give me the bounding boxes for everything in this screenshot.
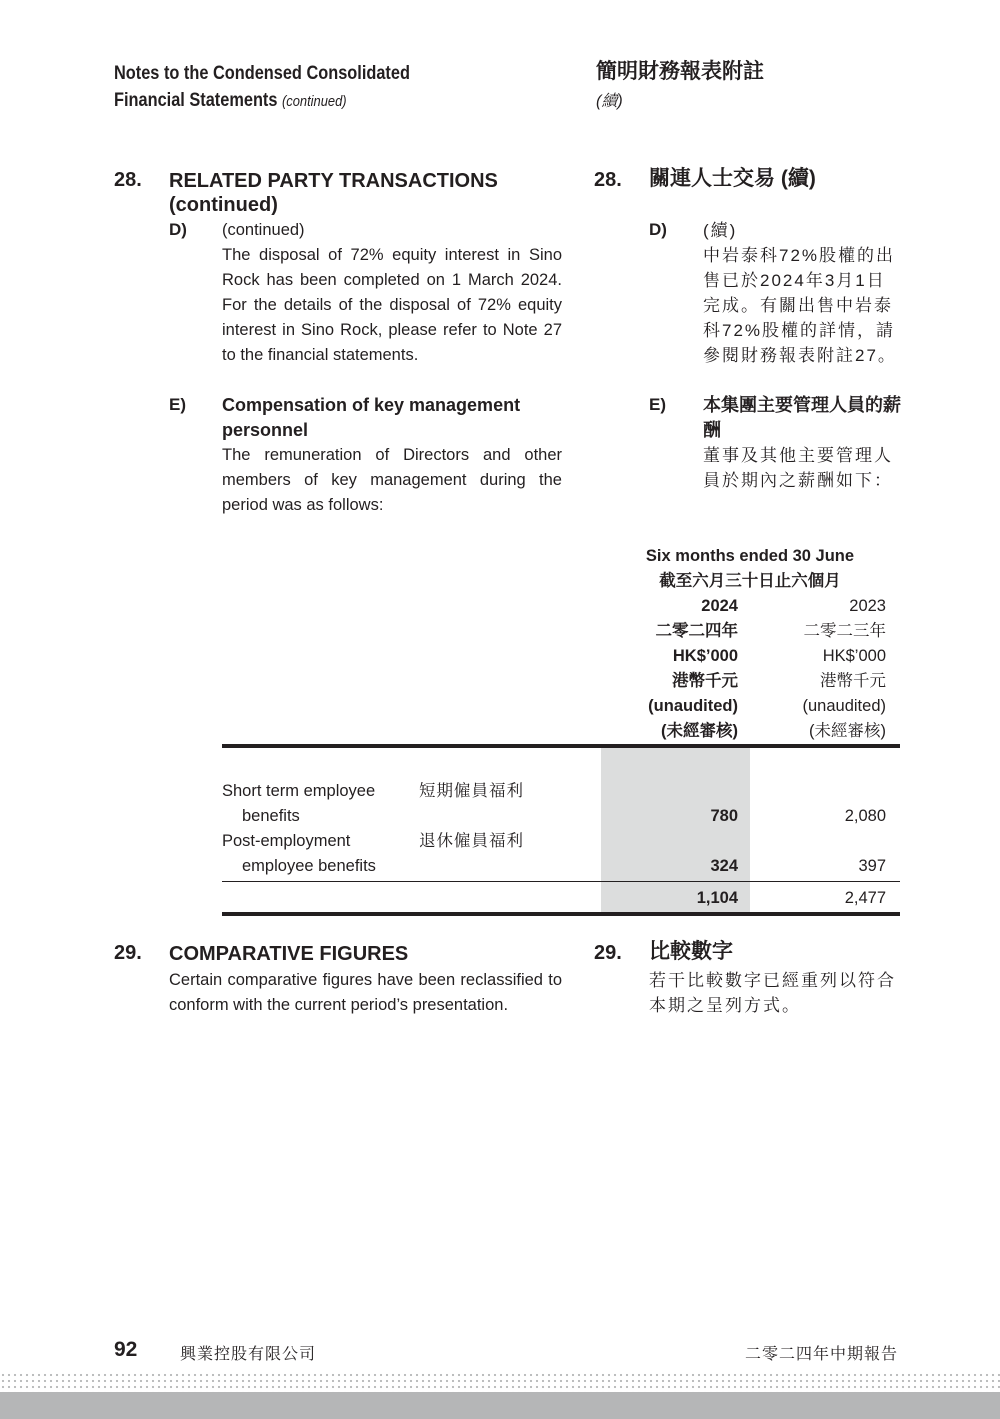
item-d-continued-zh: (續) (703, 221, 738, 240)
row-short-term-label-cont: benefits (242, 807, 300, 825)
section-28-number-zh: 28. (594, 169, 622, 191)
item-d-letter-zh: D) (649, 220, 667, 239)
header-continued: (continued) (281, 93, 347, 110)
header-title-line1: Notes to the Condensed Consolidated (114, 63, 410, 84)
item-e-title-zh: 本集團主要管理人員的薪酬 (703, 395, 901, 440)
row-post-employment-label: Post-employment (222, 832, 351, 850)
header-2024-audit-zh: (未經審核) (661, 722, 738, 740)
table-header-2023 (750, 594, 886, 744)
header-2023-audit: (unaudited) (802, 697, 886, 715)
item-d-body: The disposal of 72% equity interest in Sino Rock has been completed on 1 March 2024. For the details of the disposal of 72% equity interest in Sino Rock, please refer to Note 27 to the financial statements. (222, 246, 562, 364)
section-29-number-zh: 29. (594, 942, 622, 964)
total-2023: 2,477 (844, 889, 886, 907)
header-2024-unit: HK$’000 (672, 647, 738, 665)
table-period-en: Six months ended 30 June (645, 547, 855, 565)
item-d-continued: (continued) (222, 221, 305, 239)
row-post-employment-2024: 324 (710, 857, 738, 875)
item-e-letter-zh: E) (649, 395, 666, 414)
footer-dot-pattern (0, 1372, 1000, 1392)
footer-band (0, 1392, 1000, 1419)
item-e-body: The remuneration of Directors and other members of key management during the period was as follows: (222, 446, 562, 514)
row-post-employment-2023: 397 (858, 857, 886, 875)
header-title-zh: 簡明財務報表附註 (596, 60, 764, 83)
header-2024-audit: (unaudited) (648, 697, 738, 715)
footer-report: 二零二四年中期報告 (744, 1346, 898, 1363)
total-2024: 1,104 (696, 889, 738, 907)
header-title-line2: Financial Statements (114, 90, 278, 111)
row-short-term-label-zh: 短期僱員福利 (419, 782, 524, 800)
row-post-employment-label-cont: employee benefits (242, 857, 376, 875)
header-2023-unit-zh: 港幣千元 (820, 672, 886, 690)
section-29-title: COMPARATIVE FIGURES (169, 943, 409, 965)
table-top-rule (222, 744, 900, 748)
table-subtotal-rule (222, 881, 900, 882)
header-2024-unit-zh: 港幣千元 (672, 672, 738, 690)
header-2024-year-zh: 二零二四年 (655, 622, 738, 640)
page-number: 92 (114, 1338, 138, 1361)
header-2023-audit-zh: (未經審核) (809, 722, 886, 740)
section-28-number: 28. (114, 169, 142, 191)
section-29-number: 29. (114, 942, 142, 964)
footer-company: 興業控股有限公司 (180, 1346, 317, 1363)
item-d-letter: D) (169, 220, 187, 239)
item-e-letter: E) (169, 395, 186, 414)
table-period-zh: 截至六月三十日止六個月 (659, 572, 841, 590)
section-28-title-zh: 關連人士交易 (續) (649, 167, 816, 190)
header-2023-year: 2023 (849, 597, 886, 615)
header-2023-unit: HK$’000 (822, 647, 886, 665)
table-header-2024 (600, 594, 738, 744)
item-e-title: Compensation of key management personnel (222, 395, 521, 440)
item-e-body-zh: 董事及其他主要管理人員於期內之薪酬如下： (703, 446, 893, 490)
item-d-body-zh: 中岩泰科72%股權的出售已於2024年3月1日完成。有關出售中岩泰科72%股權的詳情，請參閱財務報表附註27。 (703, 246, 897, 365)
section-29-body-zh: 若干比較數字已經重列以符合本期之呈列方式。 (649, 971, 896, 1015)
row-post-employment-label-zh: 退休僱員福利 (419, 832, 524, 850)
header-2023-year-zh: 二零二三年 (803, 622, 886, 640)
section-29-title-zh: 比較數字 (649, 940, 733, 963)
row-short-term-2024: 780 (710, 807, 738, 825)
header-continued-zh: (續) (596, 93, 623, 110)
header-2024-year: 2024 (701, 597, 738, 615)
row-short-term-2023: 2,080 (844, 807, 886, 825)
row-short-term-label: Short term employee (222, 782, 376, 800)
section-28-title: RELATED PARTY TRANSACTIONS (continued) (169, 170, 498, 216)
header-title-en (114, 60, 410, 115)
section-29-body: Certain comparative figures have been reclassified to conform with the current period’s presentation. (169, 971, 562, 1014)
table-bottom-rule (222, 912, 900, 916)
